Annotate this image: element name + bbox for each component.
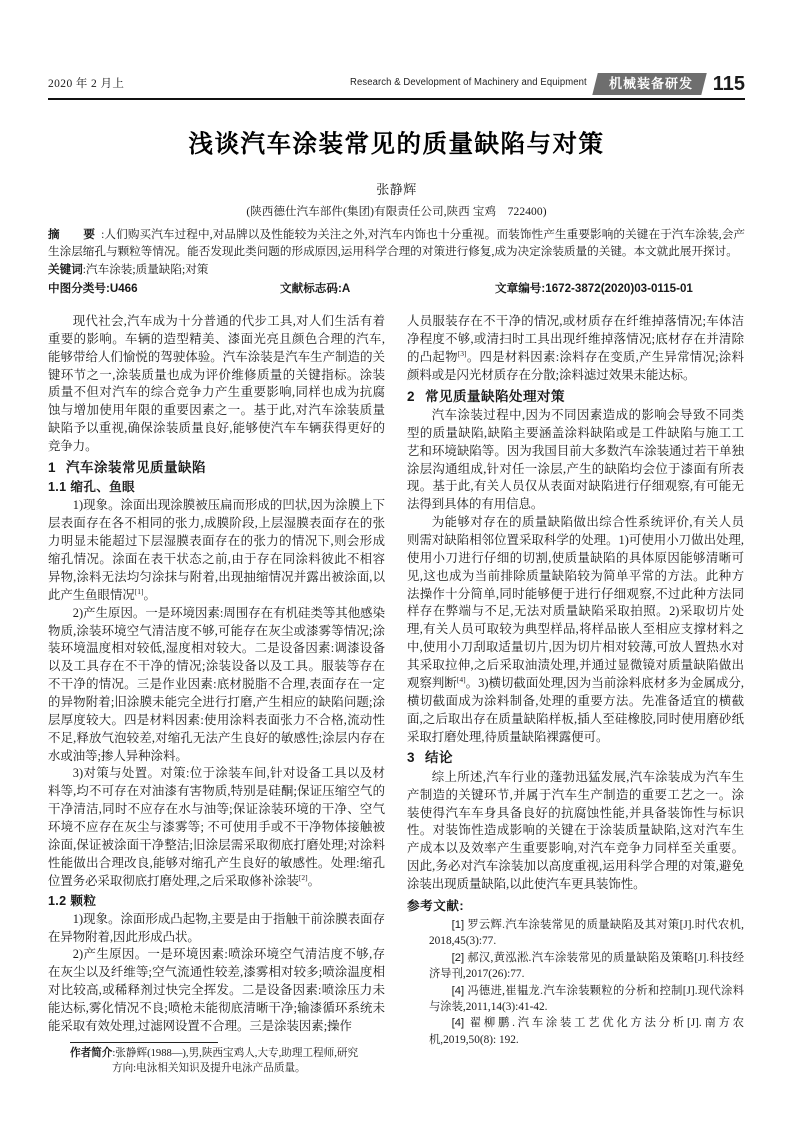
keywords-text: :汽车涂装;质量缺陷;对策 — [82, 263, 209, 277]
section-2-title: 常见质量缺陷处理对策 — [425, 388, 566, 404]
reference-text: 郝汉,黄泓淞.汽车涂装常见的质量缺陷及策略[J].科技经济导刊,2017(26):77. — [429, 951, 744, 981]
reference-text: 冯德进,崔韫龙.汽车涂装颗粒的分析和控制[J].现代涂料与涂装,2011,14(3):41-42. — [429, 984, 744, 1013]
paragraph-1-1-causes: 2)产生原因。一是环境因素:周围存在有机硅类等其他感染物质,涂装环境空气清洁度不够,可能存在灰尘或漆雾等情况;涂装环境温度相对较低,湿度相对较大。二是设备因素:调漆设备以及工具存在不干净的情况;涂装设备以及工具。服装等存在不干净的情况。三是作业因素:底材脱脂不合理,表面存在一定的异物附着;旧涂膜未能完全进行打磨,产生相应的缺陷问题;涂层厚度较大。四是材料因素:使用涂料表面张力不合格,流动性不足,释放气泡较差,对缩孔无法产生良好的敏感性;涂层内存在水或油等;掺人异种涂料。 — [48, 605, 385, 763]
reference-tag: [4] — [451, 984, 465, 997]
citation-ref-3: [3] — [457, 348, 467, 358]
paragraph-continued-causes — [407, 313, 744, 385]
abstract-text: 人们购买汽车过程中,对品牌以及性能较为关注之外,对汽车内饰也十分重视。而装饰性产生重要影响的关键在于汽车涂装,会产生涂层缩孔与颗粒等情况。能否发现此类问题的形成原因,运用科学合理的对策进行修复,成为决定涂装质量的关键。本文就此展开探讨。 — [48, 228, 745, 259]
reference-item — [407, 1015, 744, 1048]
clc-value: :U466 — [105, 282, 138, 296]
reference-tag: [2] — [451, 951, 465, 964]
footnote-label: 作者简介 — [70, 1046, 113, 1059]
footnote-line-1: :张静辉(1988—),男,陕西宝鸡人,大专,助理工程师,研究 — [112, 1047, 359, 1059]
section-heading-1 — [48, 458, 385, 477]
article-number-value: :1672-3872(2020)03-0115-01 — [541, 282, 693, 296]
journal-english-name: Research & Development of Machinery and Equipment — [350, 76, 587, 89]
subsection-1-2-number: 1.2 — [48, 893, 67, 908]
abstract-label: 摘 要 — [48, 228, 102, 241]
document-code-value: :A — [337, 282, 351, 296]
section-2-number: 2 — [407, 388, 416, 404]
paragraph-2-2 — [407, 514, 744, 746]
p11-3-text: 3)对策与处置。对策:位于涂装车间,针对设备工具以及材料等,均不可存在对油漆有害物质,特别是硅酮;保证压缩空气的干净清洁,同时不应存在水与油等;保证涂装环境的干净、空气环境不应存在灰尘与漆雾等; 不可使用手或不干净物体接触被涂面,保证被涂面干净整洁;旧涂层需采取彻底打磨处理;对涂料性能做出合理改良,能够对缩孔产生良好的敏感性。处理:缩孔位置务必采取彻底打磨处理,之后采取修补涂装 — [48, 766, 385, 888]
right-column — [407, 313, 744, 1076]
document-code-label: 文献标志码 — [280, 282, 338, 296]
paragraph-1-2-phenomenon: 1)现象。涂面形成凸起物,主要是由于指触干前涂膜表面存在异物附着,因此形成凸状。 — [48, 911, 385, 944]
abstract-block — [48, 226, 745, 260]
references-heading: 参考文献: — [407, 898, 465, 913]
paragraph-2-1: 汽车涂装过程中,因为不同因素造成的影响会导致不同类型的质量缺陷,缺陷主要涵盖涂料缺陷或是工件缺陷与施工工艺和环境缺陷等。因为我国目前大多数汽车涂装通过若干单独涂层沟通组成,针对任一涂层,产生的缺陷均会位于漆面有所表现。基于此,有关人员仅从表面对缺陷进行仔细观察,有可能无法得到具体的有用信息。 — [407, 408, 744, 512]
header-divider — [48, 98, 745, 100]
page-number: 115 — [712, 73, 745, 95]
paragraph-1-1-measures — [48, 765, 385, 890]
paragraph-1-2-causes: 2)产生原因。一是环境因素:喷涂环境空气清洁度不够,存在灰尘以及纤维等;空气流通性较差,漆雾相对较多;喷涂温度相对比较高,或稀释剂过快完全挥发。二是设备因素:喷涂压力未能达标,雾化情况不良;喷枪未能彻底清晰干净;输漆循环系统未能采取有效处理,过滤网设置不合理。三是涂装因素;操作 — [48, 947, 385, 1033]
rc-cont-end: 。四是材料因素:涂料存在变质,产生异常情况;涂料颜料或是闪光材质存在分散;涂料滤过效果未能达标。 — [407, 349, 745, 382]
reference-tag: [1] — [451, 919, 465, 932]
page-header — [48, 52, 745, 96]
subsection-heading-1-1 — [48, 478, 385, 496]
p22-text-a: 为能够对存在的质量缺陷做出综合性系统评价,有关人员则需对缺陷相邻位置采取科学的处理。1)可使用小刀做出处理,使用小刀进行仔细的切割,使质量缺陷的具体原因能够清晰可见,这也成为当前排除质量缺陷较为简单平常的方法。此种方法操作十分简单,同时能够便于进行仔细观察,不过此种方法同样存在弊端与不足,无法对质量缺陷采取拍照。2)采取切片处理,有关人员可取较为典型样品,将样品嵌人至相应支撑材料之中,使用小刀刮取适量切片,因为切片相对较薄,可放人置热水对其采取拉伸,之后采取油渍处理,并通过显微镜对质量缺陷做出观察判断 — [407, 515, 744, 691]
article-number-label: 文章编号 — [495, 282, 542, 296]
author-bio-footnote — [48, 1042, 368, 1076]
section-heading-3 — [407, 748, 744, 767]
p11-3-end: 。 — [307, 873, 321, 888]
keywords-row — [48, 261, 745, 278]
body-columns — [48, 313, 745, 1076]
footnote-divider — [70, 1042, 218, 1043]
clc-label: 中图分类号 — [48, 282, 106, 296]
citation-ref-1: [1] — [134, 586, 144, 596]
p11-1-text: 1)现象。涂面出现涂膜被压扁而形成的凹状,因为涂膜上下层表面存在各不相同的张力,成膜阶段,上层湿膜表面存在的张力明显未能超过下层湿膜表面存在的张力的情况下,则会形成缩孔情况。涂面在表干状态之前,由于存在同涂料彼此不相容异物,涂料无法均匀涂抹与附着,出现抽缩情况并露出被涂面,以此产生鱼眼情况 — [48, 498, 385, 602]
section-banner — [592, 73, 707, 95]
article-number — [495, 280, 745, 299]
reference-item — [407, 950, 744, 983]
subsection-1-1-number: 1.1 — [48, 480, 67, 495]
section-3-title: 结论 — [425, 750, 454, 766]
reference-item — [407, 917, 744, 950]
paragraph-1-1-phenomenon — [48, 497, 385, 604]
reference-item — [407, 983, 744, 1016]
reference-text: 翟柳鹏.汽车涂装工艺优化方法分析[J].南方农机,2019,50(8): 192. — [429, 1017, 745, 1046]
references-list — [407, 917, 744, 1048]
issue-date: 2020 年 2 月上 — [48, 78, 125, 90]
author-affiliation: (陕西德仕汽车部件(集团)有限责任公司,陕西 宝鸡 722400) — [246, 206, 547, 218]
reference-tag: [4] — [451, 1017, 465, 1030]
subsection-1-1-title: 缩孔、鱼眼 — [70, 480, 135, 495]
footnote-text — [48, 1046, 368, 1076]
left-column — [48, 313, 385, 1076]
paragraph-3-1-conclusion: 综上所述,汽车行业的蓬勃迅猛发展,汽车涂装成为汽车生产制造的关键环节,并属于汽车生产制造的重要工艺之一。涂装使得汽车车身具备良好的抗腐蚀性能,并具备装饰性与标识性。对装饰性造成影响的关键在于涂装质量缺陷,这对汽车生产成本以及效率产生重要影响,对汽车竞争力同样至关重要。因此,务必对汽车涂装加以高度重视,运用科学合理的对策,避免涂装出现质量缺陷,以此使汽车更具装饰性。 — [407, 769, 744, 892]
p11-1-end: 。 — [143, 587, 156, 602]
rc-cont-text: 人员服装存在不干净的情况,或材质存在纤维掉落情况;车体洁净程度不够,或清扫时工具出现纤维掉落情况;底材存在并清除的凸起物 — [407, 314, 744, 364]
header-right-group — [350, 73, 745, 96]
subsection-1-2-title: 颗粒 — [70, 893, 97, 908]
intro-paragraph: 现代社会,汽车成为十分普通的代步工具,对人们生活有着重要的影响。车辆的造型精美、漆面光亮且颜色合理的汽车,能够带给人们愉悦的驾驶体验。汽车涂装是汽车生产制造的关键环节之一,涂装质量也成为评价维修质量的关键指标。涂装质量不但对汽车的综合竞争力产生重要影响,同样也成为抗腐蚀与增加使用年限的重要因素之一。基于此,对汽车涂装质量缺陷予以重视,确保涂装质量良好,能够使汽车车辆获得更好的竞争力。 — [48, 314, 385, 454]
keywords-label: 关键词 — [48, 263, 83, 277]
section-heading-2 — [407, 387, 744, 406]
section-3-number: 3 — [407, 750, 416, 766]
subsection-heading-1-2 — [48, 892, 385, 910]
citation-ref-2: [2] — [298, 872, 308, 882]
footnote-line-2: 方向:电泳相关知识及提升电泳产品质量。 — [112, 1062, 306, 1074]
article-title: 浅谈汽车涂装常见的质量缺陷与对策 — [188, 131, 605, 158]
section-1-number: 1 — [48, 459, 57, 475]
section-banner-label: 机械装备研发 — [608, 75, 693, 91]
clc-number — [48, 280, 280, 299]
reference-text: 罗云辉.汽车涂装常见的质量缺陷及其对策[J].时代农机, 2018,45(3):77. — [429, 919, 744, 948]
citation-ref-4: [4] — [456, 674, 466, 684]
p22-text-b: 。3)横切截面处理,因为当前涂料底材多为金属成分,横切截面成为涂料制备,处理的重要方法。先准备适宜的横截面,之后取出存在质量缺陷样板,插人至硅橡胶,同时使用磨砂纸采取打磨处理,待质量缺陷裸露便可。 — [407, 676, 744, 744]
section-1-title: 汽车涂装常见质量缺陷 — [66, 459, 207, 475]
document-code — [280, 280, 495, 299]
article-author: 张静辉 — [376, 182, 417, 197]
metadata-row — [48, 280, 745, 299]
abstract-separator: : — [101, 228, 105, 241]
